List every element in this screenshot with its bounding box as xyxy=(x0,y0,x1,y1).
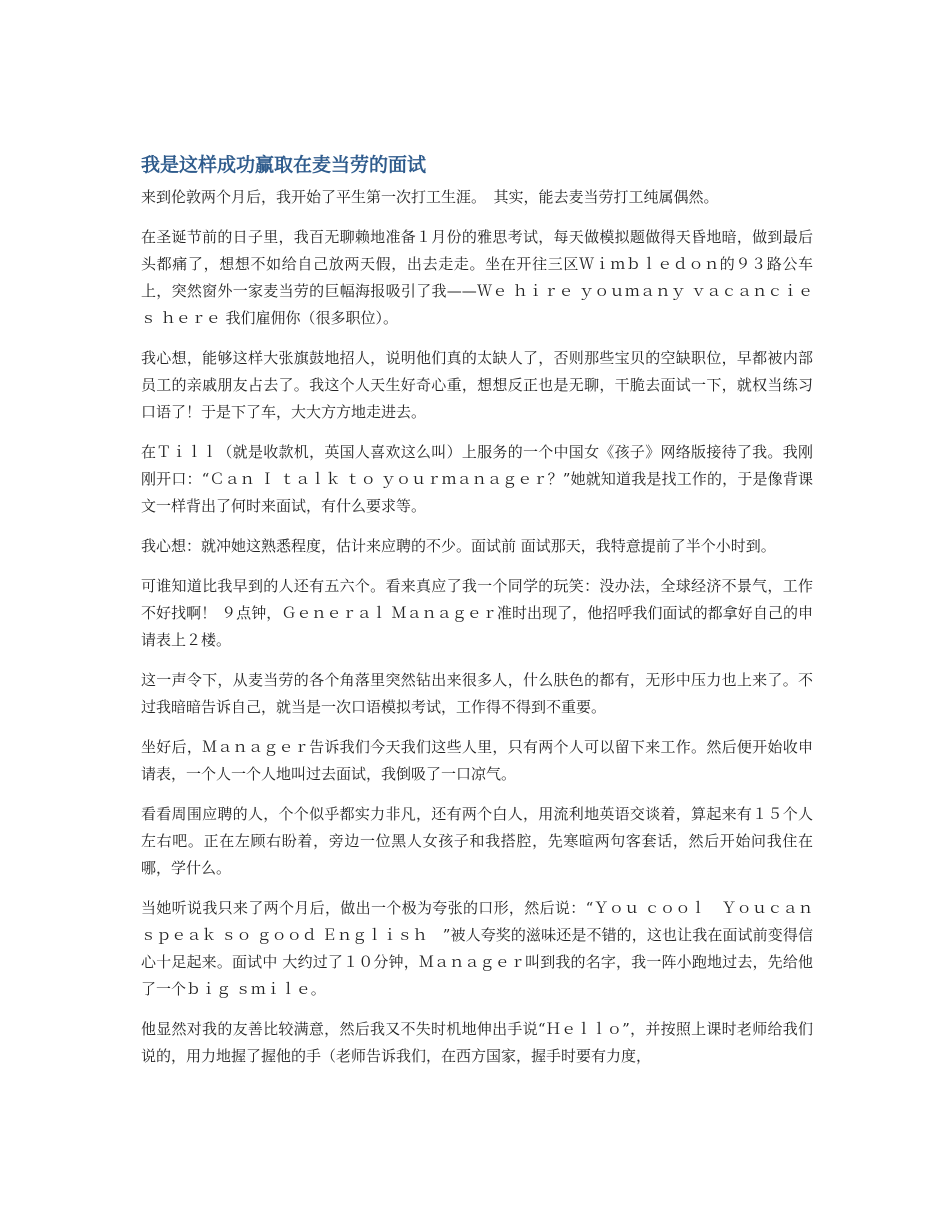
paragraph: 他显然对我的友善比较满意，然后我又不失时机地伸出手说“Ｈｅｌｌｏ”，并按照上课时老师给我们说的，用力地握了握他的手（老师告诉我们，在西方国家，握手时要有力度， xyxy=(141,1020,813,1065)
paragraph: 我心想，能够这样大张旗鼓地招人，说明他们真的太缺人了，否则那些宝贝的空缺职位，早都被内部员工的亲戚朋友占去了。我这个人天生好奇心重，想想反正也是无聊，干脆去面试一下，就权当练习口语了！于是下了车，大大方方地走进去。 xyxy=(141,349,813,421)
document-title: 我是这样成功赢取在麦当劳的面试 xyxy=(141,154,427,176)
paragraph: 坐好后，Ｍａｎａｇｅｒ告诉我们今天我们这些人里，只有两个人可以留下来工作。然后便开始收申请表，一个人一个人地叫过去面试，我倒吸了一口凉气。 xyxy=(141,738,813,783)
paragraph: 可谁知道比我早到的人还有五六个。看来真应了我一个同学的玩笑：没办法，全球经济不景气，工作不好找啊！ ９点钟，Ｇｅｎｅｒａｌ Ｍａｎａｇｅｒ准时出现了，他招呼我们面试的都拿好自己的申请表上２楼。 xyxy=(141,577,813,649)
paragraph: 在Ｔｉｌｌ（就是收款机，英国人喜欢这么叫）上服务的一个中国女《孩子》网络版接待了我。我刚刚开口：“Ｃａｎ Ｉ ｔａｌｋ ｔｏ ｙｏｕｒｍａｎａｇｅｒ？”她就知道我是找工作的，于是像背课文一样背出了何时来面试，有什么要求等。 xyxy=(141,443,813,515)
paragraph: 在圣诞节前的日子里，我百无聊赖地准备１月份的雅思考试，每天做模拟题做得天昏地暗，做到最后头都痛了，想想不如给自己放两天假，出去走走。坐在开往三区Ｗｉｍｂｌｅｄｏｎ的９３路公车上，突然窗外一家麦当劳的巨幅海报吸引了我——Ｗｅ ｈｉｒｅ ｙｏｕｍａｎｙ ｖａｃａｎｃｉｅｓ ｈｅｒｅ 我们雇佣你（很多职位）。 xyxy=(141,228,813,327)
paragraph: 这一声令下，从麦当劳的各个角落里突然钻出来很多人，什么肤色的都有，无形中压力也上来了。不过我暗暗告诉自己，就当是一次口语模拟考试，工作得不得到不重要。 xyxy=(141,671,813,716)
paragraph: 看看周围应聘的人，个个似乎都实力非凡，还有两个白人，用流利地英语交谈着，算起来有１５个人左右吧。正在左顾右盼着，旁边一位黑人女孩子和我搭腔，先寒暄两句客套话，然后开始问我住在哪，学什么。 xyxy=(141,805,813,877)
paragraph: 当她听说我只来了两个月后，做出一个极为夸张的口形，然后说：“Ｙｏｕ ｃｏｏｌ Ｙｏｕｃａｎ ｓｐｅａｋ ｓｏ ｇｏｏｄ Ｅｎｇｌｉｓｈ ”被人夸奖的滋味还是不错的，这也让我在面试前变得信心十足起来。面试中 大约过了１０分钟，Ｍａｎａｇｅｒ叫到我的名字，我一阵小跑地过去，先给他了一个ｂｉｇ ｓｍｉｌｅ。 xyxy=(141,899,813,998)
paragraph: 我心想：就冲她这熟悉程度，估计来应聘的不少。面试前 面试那天，我特意提前了半个小时到。 xyxy=(141,537,776,555)
document-page xyxy=(141,150,813,1083)
paragraph: 来到伦敦两个月后，我开始了平生第一次打工生涯。 其实，能去麦当劳打工纯属偶然。 xyxy=(141,188,719,206)
